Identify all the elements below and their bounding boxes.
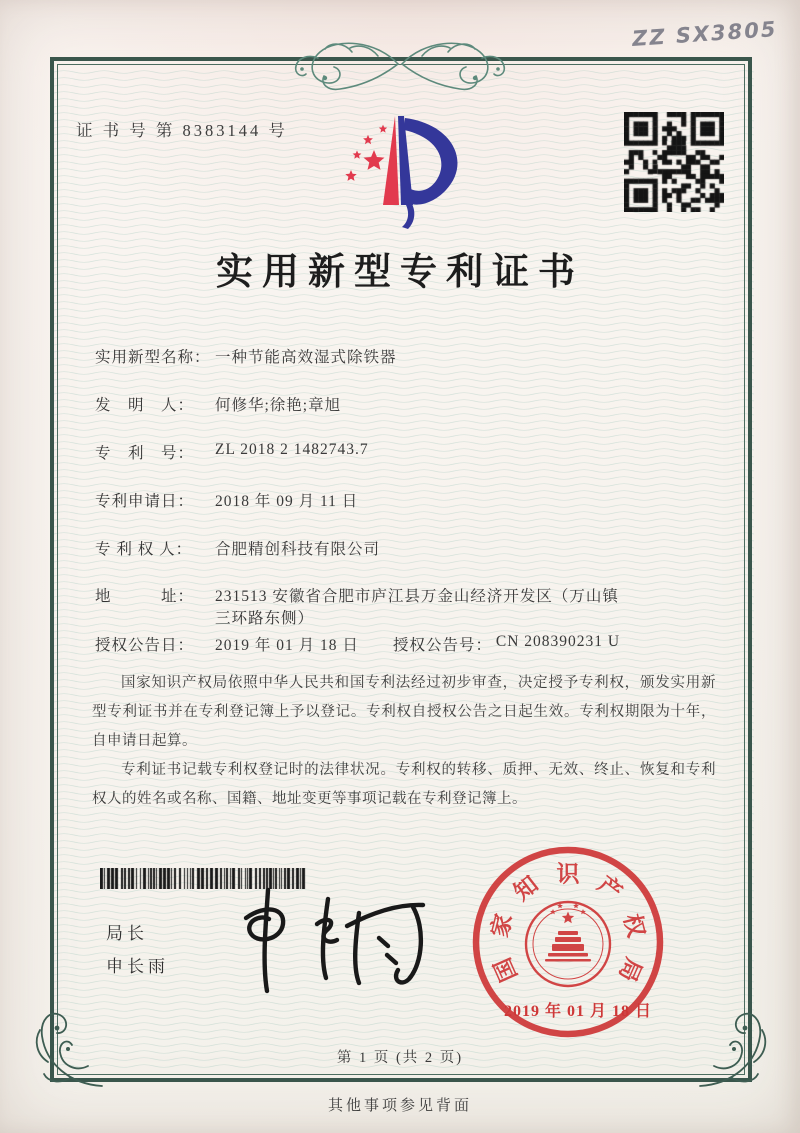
svg-text:识: 识 [556, 861, 580, 887]
field-value-line1: 231513 安徽省合肥市庐江县万金山经济开发区（万山镇 [215, 588, 619, 605]
legal-paragraph-1: 国家知识产权局依照中华人民共和国专利法经过初步审查，决定授予专利权，颁发实用新型专利证书并在专利登记簿上予以登记。专利权自授权公告之日起生效。专利权期限为十年，自申请日起算。 [92, 675, 716, 749]
field-label-grant-number: 授权公告号： [393, 637, 493, 654]
svg-text:知: 知 [509, 871, 543, 906]
dragon-scroll-ornament-icon [278, 32, 522, 96]
field-value: 何修华;徐艳;章旭 [215, 397, 342, 414]
field-value-line2: 三环路东侧） [215, 610, 315, 627]
field-label: 发 明 人： [95, 397, 195, 414]
page-number: 第 1 页 (共 2 页) [336, 1050, 464, 1066]
field-label: 专 利 号： [95, 445, 195, 462]
qr-code [624, 112, 724, 212]
cnipa-patent-logo-icon [336, 110, 470, 238]
field-row-patentee [95, 537, 715, 559]
svg-text:国: 国 [489, 954, 522, 986]
svg-text:家: 家 [487, 911, 517, 940]
field-row-filing-date [95, 489, 715, 511]
legal-paragraph-2: 专利证书记载专利权登记时的法律状况。专利权的转移、质押、无效、终止、恢复和专利权人的姓名或名称、国籍、地址变更等事项记载在专利登记簿上。 [92, 762, 716, 807]
legal-text [92, 669, 716, 814]
seal-text [486, 862, 650, 986]
field-label: 地 址： [95, 588, 195, 605]
field-row-address [95, 584, 715, 628]
field-value: 合肥精创科技有限公司 [215, 541, 381, 558]
field-value: 一种节能高效湿式除铁器 [215, 349, 397, 366]
commissioner-title: 局长 [106, 924, 148, 943]
field-value: ZL 2018 2 1482743.7 [215, 441, 369, 458]
see-back-note: 其他事项参见背面 [327, 1098, 472, 1114]
field-label: 实用新型名称： [95, 349, 211, 366]
field-row-inventors [95, 393, 715, 415]
field-value-grant-date: 2019 年 01 月 18 日 [215, 637, 359, 654]
field-value: 2018 年 09 月 11 日 [215, 493, 359, 510]
national-emblem-icon [526, 902, 610, 986]
field-label: 专利申请日： [95, 493, 195, 510]
field-label: 专 利 权 人： [95, 541, 193, 558]
field-row-grant [95, 633, 715, 655]
seal-date: 2019 年 01 月 18 日 [503, 1003, 652, 1020]
field-row-utility-model-name [95, 345, 715, 367]
svg-text:权: 权 [619, 911, 649, 940]
certificate-title: 实用新型专利证书 [216, 252, 584, 293]
certificate-number: 证 书 号 第 8383144 号 [76, 121, 288, 140]
field-row-patent-number [95, 441, 715, 463]
commissioner-name: 申长雨 [106, 957, 169, 976]
commissioner-signature [216, 882, 440, 1000]
svg-text:局: 局 [614, 954, 647, 986]
svg-text:产: 产 [593, 871, 627, 906]
field-value-grant-number: CN 208390231 U [495, 633, 621, 650]
field-label-grant-date: 授权公告日： [95, 637, 195, 654]
handwritten-code: ZZ SX3805 [631, 16, 779, 52]
